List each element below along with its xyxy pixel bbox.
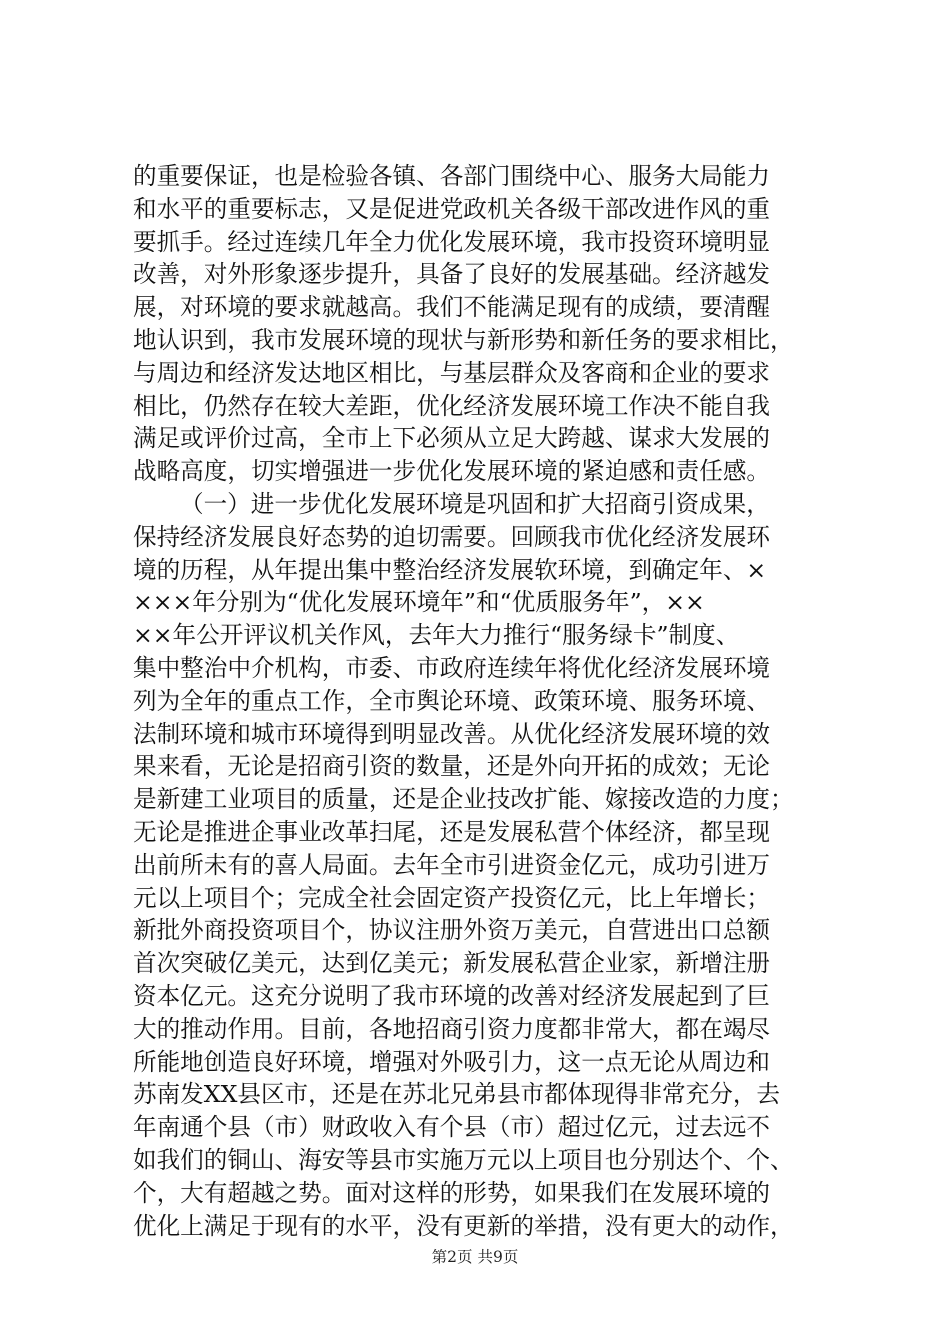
text-line: 所能地创造良好环境，增强对外吸引力，这一点无论从周边和 bbox=[133, 1047, 771, 1076]
text-line: 资本亿元。这充分说明了我市环境的改善对经济发展起到了巨 bbox=[133, 981, 771, 1010]
text-line: 苏南发XX县区市，还是在苏北兄弟县市都体现得非常充分，去 bbox=[133, 1080, 781, 1109]
text-line: 列为全年的重点工作，全市舆论环境、政策环境、服务环境、 bbox=[133, 686, 771, 715]
text-line: 地认识到，我市发展环境的现状与新形势和新任务的要求相比， bbox=[133, 325, 794, 354]
text-line: 的重要保证，也是检验各镇、各部门围绕中心、服务大局能力 bbox=[133, 162, 771, 190]
text-line: 果来看，无论是招商引资的数量，还是外向开拓的成效；无论 bbox=[133, 752, 771, 781]
text-line: 改善，对外形象逐步提升，具备了良好的发展基础。经济越发 bbox=[133, 260, 771, 289]
text-line: 是新建工业项目的质量，还是企业技改扩能、嫁接改造的力度； bbox=[133, 785, 794, 814]
text-line: 相比，仍然存在较大差距，优化经济发展环境工作决不能自我 bbox=[133, 391, 771, 420]
text-line: 大的推动作用。目前，各地招商引资力度都非常大，都在竭尽 bbox=[133, 1014, 771, 1043]
text-line: 出前所未有的喜人局面。去年全市引进资金亿元，成功引进万 bbox=[133, 850, 771, 879]
text-line: 首次突破亿美元，达到亿美元；新发展私营企业家，新增注册 bbox=[133, 949, 771, 978]
text-line: 要抓手。经过连续几年全力优化发展环境，我市投资环境明显 bbox=[133, 227, 771, 256]
document-body bbox=[133, 160, 828, 1242]
text-line: 法制环境和城市环境得到明显改善。从优化经济发展环境的效 bbox=[133, 719, 771, 748]
text-line: 优化上满足于现有的水平，没有更新的举措，没有更大的动作， bbox=[133, 1211, 794, 1240]
paragraph-start-line: （一）进一步优化发展环境是巩固和扩大招商引资成果， bbox=[180, 489, 770, 518]
text-line: 新批外商投资项目个，协议注册外资万美元，自营进出口总额 bbox=[133, 916, 771, 945]
text-line: 与周边和经济发达地区相比，与基层群众及客商和企业的要求 bbox=[133, 358, 771, 387]
text-line: 如我们的铜山、海安等县市实施万元以上项目也分别达个、个、 bbox=[133, 1145, 794, 1174]
text-line: 满足或评价过高，全市上下必须从立足大跨越、谋求大发展的 bbox=[133, 424, 771, 453]
text-line: 个，大有超越之势。面对这样的形势，如果我们在发展环境的 bbox=[133, 1178, 771, 1207]
text-line: 和水平的重要标志，又是促进党政机关各级干部改进作风的重 bbox=[133, 194, 771, 223]
text-line: 境的历程，从年提出集中整治经济发展软环境，到确定年、× bbox=[133, 555, 767, 584]
text-line: 无论是推进企事业改革扫尾，还是发展私营个体经济，都呈现 bbox=[133, 817, 771, 846]
text-line: ×××年分别为“优化发展环境年”和“优质服务年”，×× bbox=[133, 588, 705, 617]
text-line: 年南通个县（市）财政收入有个县（市）超过亿元，过去远不 bbox=[133, 1113, 771, 1142]
text-line: ××年公开评议机关作风，去年大力推行“服务绿卡”制度、 bbox=[133, 621, 740, 650]
text-line: 保持经济发展良好态势的迫切需要。回顾我市优化经济发展环 bbox=[133, 522, 771, 551]
text-line: 元以上项目个；完成全社会固定资产投资亿元，比上年增长； bbox=[133, 883, 771, 912]
text-line: 展，对环境的要求就越高。我们不能满足现有的成绩，要清醒 bbox=[133, 293, 771, 322]
page-number-footer: 第2页 共9页 bbox=[431, 1248, 519, 1266]
text-line: 战略高度，切实增强进一步优化发展环境的紧迫感和责任感。 bbox=[133, 457, 771, 486]
text-line: 集中整治中介机构，市委、市政府连续年将优化经济发展环境 bbox=[133, 653, 771, 682]
